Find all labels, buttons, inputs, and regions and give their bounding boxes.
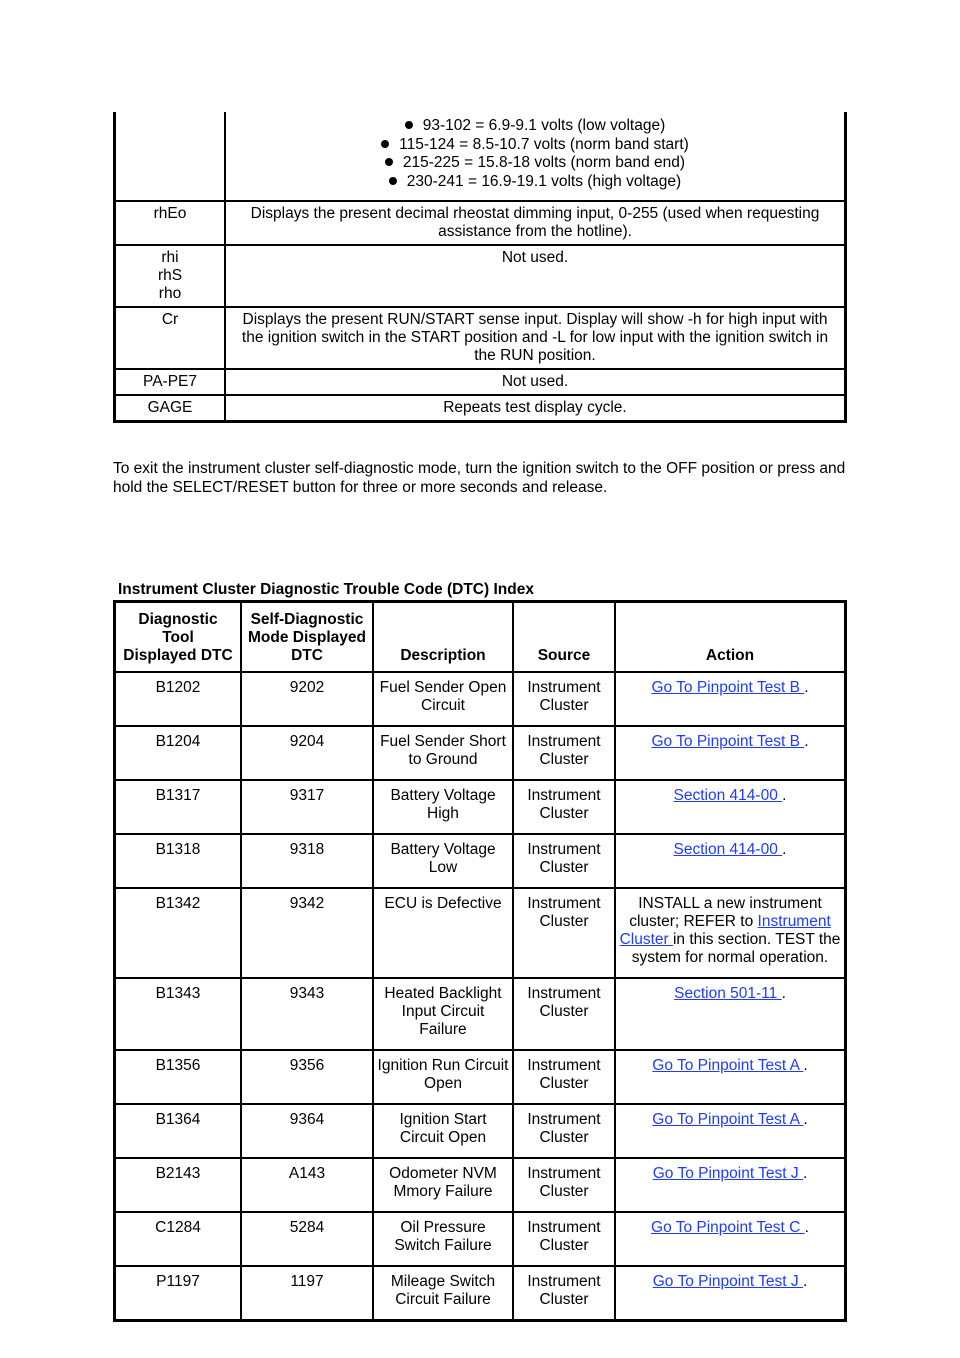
dtc-description-cell: Ignition Start Circuit Open xyxy=(373,1104,513,1158)
dtc-mode-code-cell: 9356 xyxy=(241,1050,373,1104)
dtc-description-cell: Mileage Switch Circuit Failure xyxy=(373,1266,513,1321)
action-reference-link[interactable]: Section 501-11 xyxy=(674,985,782,1002)
display-key-cell: GAGE xyxy=(115,395,226,422)
dtc-index-table xyxy=(113,600,847,1322)
dtc-source-cell: Instrument Cluster xyxy=(513,672,615,726)
dtc-source-cell: Instrument Cluster xyxy=(513,834,615,888)
display-key-cell: rhi rhS rho xyxy=(115,245,226,307)
display-desc-cell: Displays the present RUN/START sense input. Display will show -h for high input with the ignition switch in the START position and -L for low input with the ignition switch in the RUN position. xyxy=(225,307,846,369)
table-row xyxy=(115,978,846,1050)
action-reference-link[interactable]: Go To Pinpoint Test B xyxy=(651,733,805,750)
display-desc-cell: Displays the present decimal rheostat dimming input, 0-255 (used when requesting assistance from the hotline). xyxy=(225,201,846,245)
dtc-action-cell xyxy=(615,1050,846,1104)
action-suffix-text: . xyxy=(782,787,787,804)
action-reference-link[interactable]: Instrument Cluster xyxy=(619,913,831,948)
table-row xyxy=(115,369,846,395)
dtc-tool-code-cell: B1202 xyxy=(115,672,242,726)
action-prefix-text: INSTALL a new instrument cluster; REFER to xyxy=(629,895,822,930)
header-tool-dtc: Diagnostic Tool Displayed DTC xyxy=(115,602,242,673)
dtc-mode-code-cell: 9364 xyxy=(241,1104,373,1158)
display-desc-cell: Repeats test display cycle. xyxy=(225,395,846,422)
dtc-action-cell xyxy=(615,780,846,834)
dtc-description-cell: Battery Voltage High xyxy=(373,780,513,834)
dtc-source-cell: Instrument Cluster xyxy=(513,888,615,978)
table-header-row xyxy=(115,602,846,673)
header-description: Description xyxy=(373,602,513,673)
list-item: 215-225 = 15.8-18 volts (norm band end) xyxy=(230,154,840,173)
table-row xyxy=(115,672,846,726)
table-row xyxy=(115,1158,846,1212)
dtc-tool-code-cell: B1342 xyxy=(115,888,242,978)
dtc-description-cell: Battery Voltage Low xyxy=(373,834,513,888)
voltage-band-list xyxy=(230,117,840,191)
dtc-mode-code-cell: 9318 xyxy=(241,834,373,888)
dtc-description-cell: Ignition Run Circuit Open xyxy=(373,1050,513,1104)
display-key-cell: Cr xyxy=(115,307,226,369)
display-key-cell xyxy=(115,112,226,201)
self-test-display-table xyxy=(113,112,847,423)
table-row xyxy=(115,834,846,888)
action-reference-link[interactable]: Go To Pinpoint Test B xyxy=(651,679,805,696)
dtc-description-cell: Fuel Sender Open Circuit xyxy=(373,672,513,726)
dtc-mode-code-cell: 9317 xyxy=(241,780,373,834)
header-action: Action xyxy=(615,602,846,673)
dtc-source-cell: Instrument Cluster xyxy=(513,978,615,1050)
action-reference-link[interactable]: Section 414-00 xyxy=(673,787,783,804)
dtc-tool-code-cell: B1318 xyxy=(115,834,242,888)
dtc-source-cell: Instrument Cluster xyxy=(513,1050,615,1104)
exit-instructions-paragraph: To exit the instrument cluster self-diagnostic mode, turn the ignition switch to the OFF position or press and hold the SELECT/RESET button for three or more seconds and release. xyxy=(113,460,846,496)
dtc-description-cell: Oil Pressure Switch Failure xyxy=(373,1212,513,1266)
dtc-source-cell: Instrument Cluster xyxy=(513,1212,615,1266)
action-reference-link[interactable]: Go To Pinpoint Test A xyxy=(652,1111,804,1128)
dtc-mode-code-cell: 9343 xyxy=(241,978,373,1050)
bullet-icon xyxy=(405,121,413,129)
dtc-mode-code-cell: 5284 xyxy=(241,1212,373,1266)
dtc-index-title: Instrument Cluster Diagnostic Trouble Code (DTC) Index xyxy=(118,581,534,598)
dtc-tool-code-cell: C1284 xyxy=(115,1212,242,1266)
dtc-mode-code-cell: 9204 xyxy=(241,726,373,780)
action-reference-link[interactable]: Section 414-00 xyxy=(673,841,783,858)
action-reference-link[interactable]: Go To Pinpoint Test J xyxy=(652,1273,803,1290)
dtc-action-cell xyxy=(615,726,846,780)
dtc-tool-code-cell: B1317 xyxy=(115,780,242,834)
display-desc-cell: Not used. xyxy=(225,245,846,307)
dtc-source-cell: Instrument Cluster xyxy=(513,1266,615,1321)
dtc-tool-code-cell: B1343 xyxy=(115,978,242,1050)
header-self-diagnostic-dtc: Self-Diagnostic Mode Displayed DTC xyxy=(241,602,373,673)
table-row xyxy=(115,1212,846,1266)
dtc-action-cell xyxy=(615,1104,846,1158)
action-reference-link[interactable]: Go To Pinpoint Test C xyxy=(651,1219,805,1236)
dtc-description-cell: Fuel Sender Short to Ground xyxy=(373,726,513,780)
dtc-description-cell: ECU is Defective xyxy=(373,888,513,978)
display-key-cell: PA-PE7 xyxy=(115,369,226,395)
display-desc-cell: Not used. xyxy=(225,369,846,395)
dtc-table-body xyxy=(115,672,846,1321)
dtc-description-cell: Heated Backlight Input Circuit Failure xyxy=(373,978,513,1050)
table-row xyxy=(115,726,846,780)
display-key-cell: rhEo xyxy=(115,201,226,245)
dtc-action-cell xyxy=(615,888,846,978)
voltage-band-cell xyxy=(225,112,846,201)
dtc-tool-code-cell: B1364 xyxy=(115,1104,242,1158)
dtc-description-cell: Odometer NVM Mmory Failure xyxy=(373,1158,513,1212)
table-row xyxy=(115,395,846,422)
table-row xyxy=(115,307,846,369)
dtc-source-cell: Instrument Cluster xyxy=(513,1104,615,1158)
dtc-action-cell xyxy=(615,1212,846,1266)
dtc-tool-code-cell: B1204 xyxy=(115,726,242,780)
action-suffix-text: in this section. TEST the system for normal operation. xyxy=(631,931,841,966)
dtc-source-cell: Instrument Cluster xyxy=(513,726,615,780)
dtc-action-cell xyxy=(615,1158,846,1212)
action-reference-link[interactable]: Go To Pinpoint Test J xyxy=(652,1165,803,1182)
action-suffix-text: . xyxy=(803,1057,808,1074)
dtc-action-cell xyxy=(615,834,846,888)
table-row xyxy=(115,201,846,245)
dtc-source-cell: Instrument Cluster xyxy=(513,1158,615,1212)
dtc-action-cell xyxy=(615,1266,846,1321)
table-row xyxy=(115,1104,846,1158)
dtc-tool-code-cell: B2143 xyxy=(115,1158,242,1212)
list-item: 115-124 = 8.5-10.7 volts (norm band start) xyxy=(230,136,840,155)
action-suffix-text: . xyxy=(782,841,787,858)
dtc-tool-code-cell: P1197 xyxy=(115,1266,242,1321)
bullet-icon xyxy=(381,140,389,148)
action-reference-link[interactable]: Go To Pinpoint Test A xyxy=(652,1057,804,1074)
action-suffix-text: . xyxy=(804,733,809,750)
table-row xyxy=(115,1050,846,1104)
bullet-icon xyxy=(385,158,393,166)
action-suffix-text: . xyxy=(802,1273,808,1290)
action-suffix-text: . xyxy=(804,679,809,696)
dtc-mode-code-cell: 1197 xyxy=(241,1266,373,1321)
dtc-source-cell: Instrument Cluster xyxy=(513,780,615,834)
bullet-icon xyxy=(389,177,397,185)
list-item: 93-102 = 6.9-9.1 volts (low voltage) xyxy=(230,117,840,136)
table-row xyxy=(115,780,846,834)
dtc-mode-code-cell: 9342 xyxy=(241,888,373,978)
dtc-action-cell xyxy=(615,672,846,726)
dtc-mode-code-cell: A143 xyxy=(241,1158,373,1212)
dtc-action-cell xyxy=(615,978,846,1050)
table-row xyxy=(115,245,846,307)
header-source: Source xyxy=(513,602,615,673)
action-suffix-text: . xyxy=(804,1219,809,1236)
action-suffix-text: . xyxy=(803,1111,808,1128)
dtc-tool-code-cell: B1356 xyxy=(115,1050,242,1104)
action-suffix-text: . xyxy=(781,985,786,1002)
table-row xyxy=(115,888,846,978)
list-item: 230-241 = 16.9-19.1 volts (high voltage) xyxy=(230,173,840,192)
table-row xyxy=(115,112,846,201)
dtc-mode-code-cell: 9202 xyxy=(241,672,373,726)
action-suffix-text: . xyxy=(802,1165,808,1182)
table-row xyxy=(115,1266,846,1321)
